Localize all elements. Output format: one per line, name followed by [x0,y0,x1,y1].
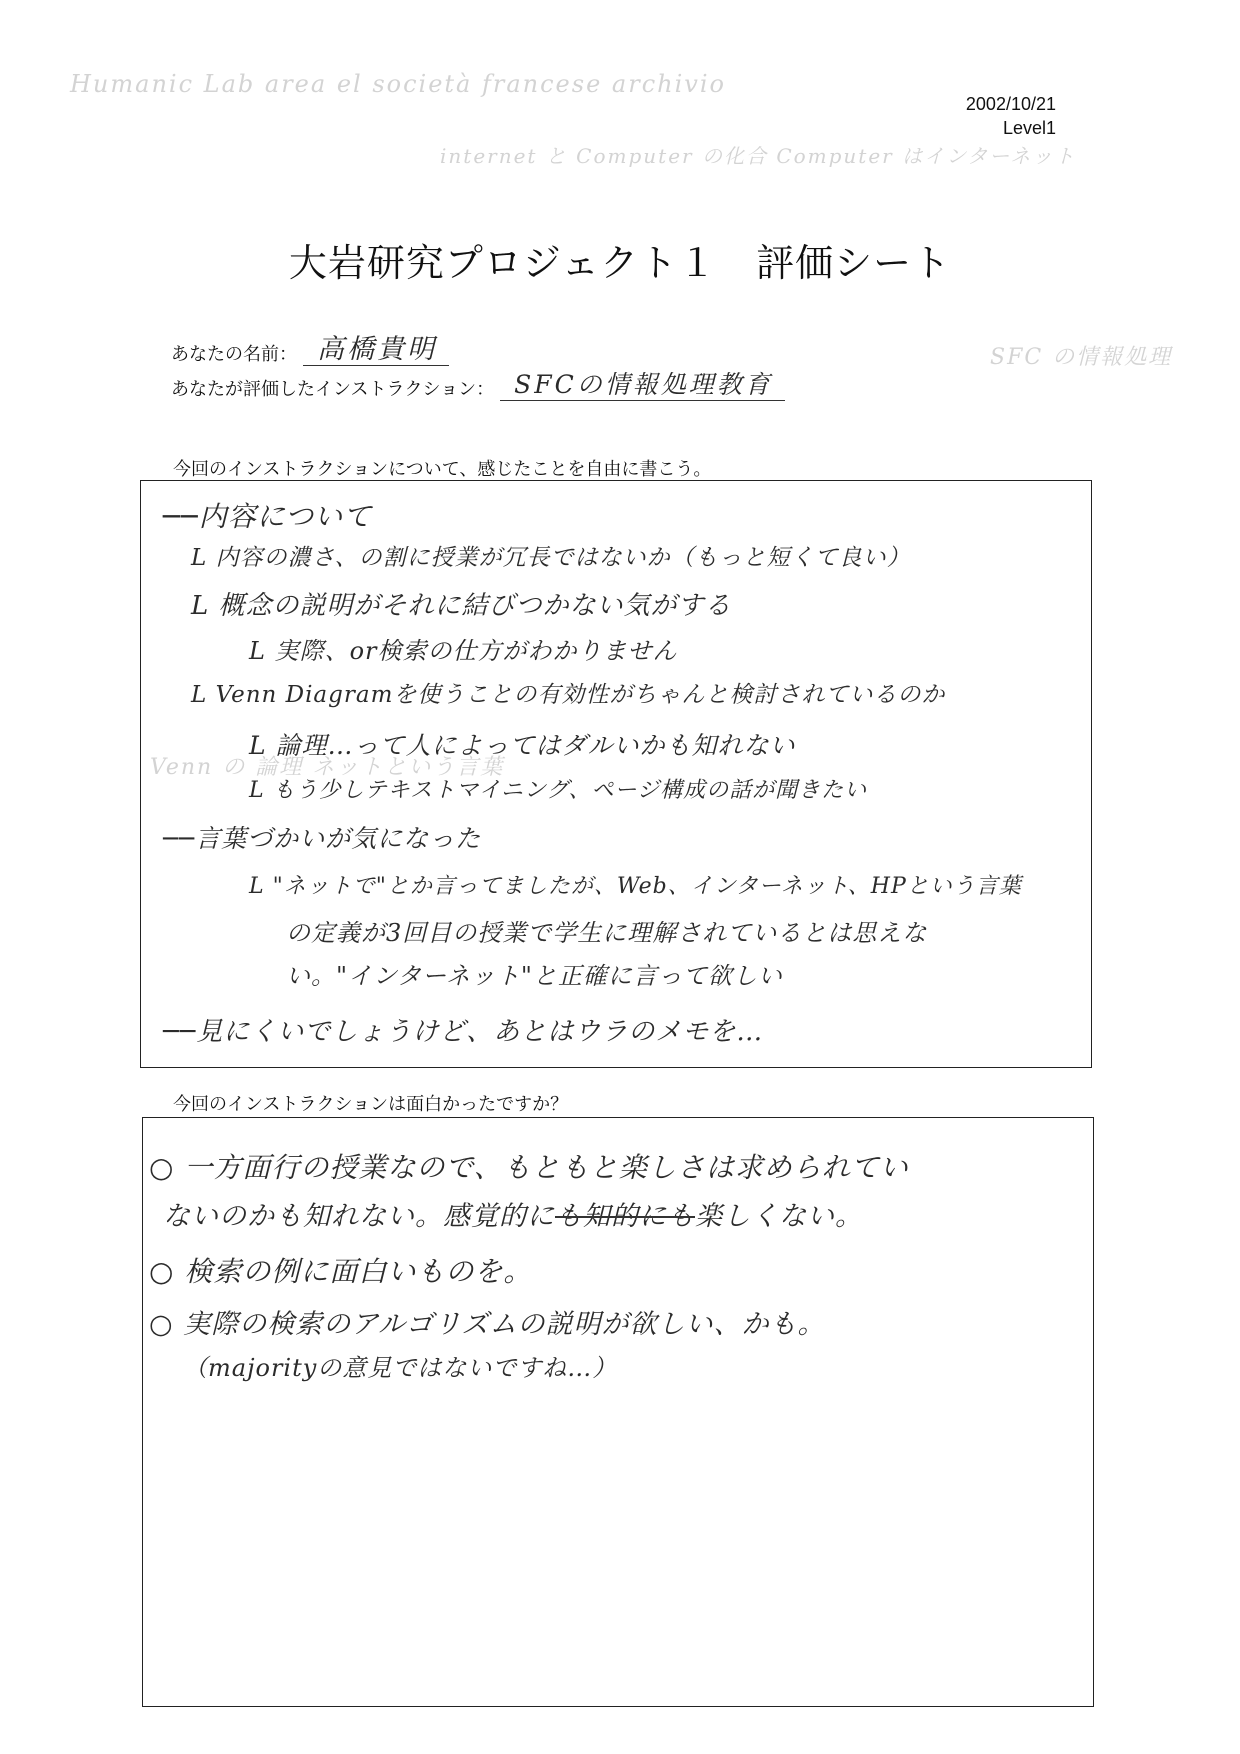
answer2-line [163,1194,863,1233]
answer1-line: L Venn Diagramを使うことの有効性がちゃんと検討されているのか [191,682,946,708]
sheet-meta [966,92,1056,140]
answer1-line: ──言葉づかいが気になった [163,824,482,853]
answer1-line: ──見にくいでしょうけど、あとはウラのメモを… [163,1017,764,1047]
question2-label: 今回のインストラクションは面白かったですか？ [173,1094,569,1115]
name-value: 高橋貴明 [303,335,449,366]
bleed-through-line: internet と Computer の化合 Computer はインターネット [440,144,1077,168]
instruction-value: SFCの情報処理教育 [500,370,785,401]
question1-box [140,480,1092,1068]
answer1-line: い。"インターネット"と正確に言って欲しい [286,962,783,990]
bleed-through-line: Venn の 論理 ネットという言葉 [150,755,505,780]
answer1-line: L もう少しテキストマイニング、ページ構成の話が聞きたい [249,778,868,803]
sheet-level: Level1 [1002,118,1056,138]
answer2-line: ○ 実際の検索のアルゴリズムの説明が欲しい、かも。 [149,1309,826,1340]
instruction-label: あなたが評価したインストラクション： [171,379,495,400]
question2-box [142,1117,1094,1707]
question1-label: 今回のインストラクションについて、感じたことを自由に書こう。 [173,459,712,480]
sheet-date: 2002/10/21 [965,94,1056,114]
answer1-line: の定義が3回目の授業で学生に理解されているとは思えな [286,919,928,947]
page-title: 大岩研究プロジェクト１ 評価シート [288,241,952,285]
answer1-line: L 実際、or検索の仕方がわかりません [249,637,678,665]
answer2-line: ○ 検索の例に面白いものを。 [149,1255,533,1288]
instruction-row [171,370,785,401]
name-row [171,335,449,366]
name-label: あなたの名前： [171,344,297,365]
answer1-line: L 概念の説明がそれに結びつかない気がする [191,591,732,621]
answer1-line: L "ネットで"とか言ってましたが、Web、インターネット、HPという言葉 [249,874,1022,899]
answer2-text: ないのかも知れない。感覚的に [163,1201,555,1232]
answer2-struck-text: も知的にも [555,1201,695,1232]
answer2-line: ○ 一方面行の授業なので、もともと楽しさは求められてい [149,1151,909,1184]
bleed-through-line: Humanic Lab area el società francese archivio [70,70,726,98]
answer1-line: L 内容の濃さ、の割に授業が冗長ではないか（もっと短くて良い） [191,545,911,571]
answer2-line: （majorityの意見ではないですね…） [183,1354,618,1382]
answer1-line: L 論理…って人によってはダルいかも知れない [249,731,796,760]
answer1-line: ──内容について [163,500,373,533]
answer2-text: 楽しくない。 [695,1201,863,1232]
bleed-through-line: SFC の情報処理 [990,345,1173,370]
